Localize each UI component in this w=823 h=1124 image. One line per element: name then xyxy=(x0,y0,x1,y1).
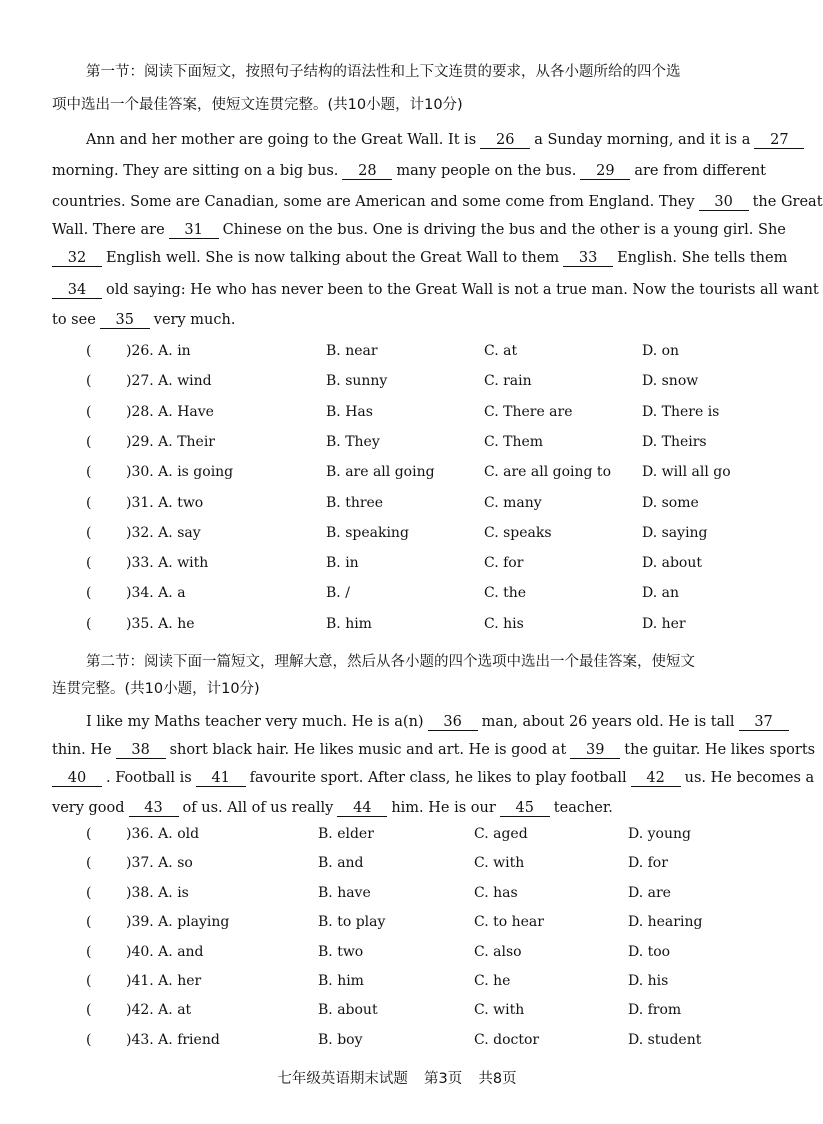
option-b: B. / xyxy=(326,585,350,602)
option-c: C. his xyxy=(484,615,524,632)
option-a: )38. A. is xyxy=(126,884,189,901)
option-b: B. have xyxy=(318,884,371,901)
answer-paren: ( xyxy=(86,615,92,632)
blank-32: 32 xyxy=(52,251,102,267)
answer-paren: ( xyxy=(86,524,92,541)
blank-36: 36 xyxy=(428,715,478,731)
option-a: )40. A. and xyxy=(126,943,204,960)
option-d: D. his xyxy=(628,973,669,989)
blank-37: 37 xyxy=(739,715,789,731)
option-b: B. Has xyxy=(326,403,373,420)
option-d: D. from xyxy=(628,1002,682,1019)
option-d: D. saying xyxy=(642,524,708,541)
option-b: B. They xyxy=(326,433,380,450)
blank-27: 27 xyxy=(754,133,804,149)
page-footer xyxy=(0,1067,794,1088)
option-b: B. two xyxy=(318,943,364,960)
footer-page: 第3页 xyxy=(424,1071,463,1087)
option-d: D. young xyxy=(628,826,691,842)
question-row xyxy=(86,1032,766,1052)
option-a: )42. A. at xyxy=(126,1002,192,1019)
question-row xyxy=(86,434,766,454)
option-b: B. him xyxy=(318,973,364,989)
passage1-line: morning. They are sitting on a big bus. 28 many people on the bus. 29 are from different xyxy=(52,163,766,179)
passage2-line: I like my Maths teacher very much. He is a(n) 36 man, about 26 years old. He is tall 37 xyxy=(86,714,793,731)
option-a: )31. A. two xyxy=(126,494,204,511)
answer-paren: ( xyxy=(86,403,92,420)
question-row xyxy=(86,914,766,934)
question-row xyxy=(86,1002,766,1022)
option-c: C. for xyxy=(484,555,524,572)
option-a: )39. A. playing xyxy=(126,914,230,931)
option-b: B. near xyxy=(326,343,378,359)
blank-39: 39 xyxy=(570,743,620,759)
option-a: )26. A. in xyxy=(126,343,191,359)
option-b: B. boy xyxy=(318,1031,363,1048)
option-a: )28. A. Have xyxy=(126,403,214,420)
question-row xyxy=(86,464,766,484)
option-b: B. to play xyxy=(318,914,386,931)
passage1-line: to see 35 very much. xyxy=(52,312,236,328)
passage1-line: Ann and her mother are going to the Great Wall. It is 26 a Sunday morning, and it is a 27 xyxy=(86,132,808,149)
answer-paren: ( xyxy=(86,826,92,842)
option-a: )37. A. so xyxy=(126,855,193,872)
option-a: )41. A. her xyxy=(126,973,202,989)
option-a: )43. A. friend xyxy=(126,1031,220,1048)
option-d: D. too xyxy=(628,943,671,960)
option-c: C. to hear xyxy=(474,914,544,931)
passage1-line: countries. Some are Canadian, some are American and some come from England. They 30 the Great xyxy=(52,194,823,210)
option-c: C. are all going to xyxy=(484,464,611,481)
blank-44: 44 xyxy=(337,801,387,817)
section2-header-line2: 连贯完整。(共10小题，计10分) xyxy=(52,681,260,697)
option-b: B. speaking xyxy=(326,524,409,541)
question-row xyxy=(86,495,766,515)
option-b: B. three xyxy=(326,494,384,511)
option-d: D. some xyxy=(642,494,699,511)
answer-paren: ( xyxy=(86,585,92,602)
option-c: C. with xyxy=(474,855,525,872)
blank-33: 33 xyxy=(563,251,613,267)
option-d: D. will all go xyxy=(642,464,731,481)
question-row xyxy=(86,525,766,545)
blank-41: 41 xyxy=(196,771,246,787)
option-d: D. snow xyxy=(642,373,699,390)
option-a: )33. A. with xyxy=(126,555,209,572)
footer-total: 共8页 xyxy=(478,1071,517,1087)
option-c: C. has xyxy=(474,884,518,901)
option-d: D. about xyxy=(642,555,703,572)
answer-paren: ( xyxy=(86,855,92,872)
blank-43: 43 xyxy=(129,801,179,817)
option-d: D. Theirs xyxy=(642,433,707,450)
question-row xyxy=(86,944,766,964)
passage2-line: thin. He 38 short black hair. He likes music and art. He is good at 39 the guitar. He likes sports xyxy=(52,742,816,758)
passage2-line: 40 . Football is 41 favourite sport. After class, he likes to play football 42 us. He becomes a xyxy=(52,770,814,787)
option-b: B. elder xyxy=(318,826,374,842)
blank-31: 31 xyxy=(169,223,219,239)
option-c: C. he xyxy=(474,973,511,989)
answer-paren: ( xyxy=(86,914,92,931)
blank-26: 26 xyxy=(480,133,530,149)
answer-paren: ( xyxy=(86,494,92,511)
option-c: C. Them xyxy=(484,433,544,450)
option-a: )27. A. wind xyxy=(126,373,212,390)
option-b: B. him xyxy=(326,615,372,632)
option-a: )35. A. he xyxy=(126,615,195,632)
option-d: D. hearing xyxy=(628,914,703,931)
option-c: C. aged xyxy=(474,826,528,842)
blank-38: 38 xyxy=(116,743,166,759)
option-b: B. and xyxy=(318,855,364,872)
option-d: D. There is xyxy=(642,403,720,420)
option-c: C. at xyxy=(484,343,518,359)
option-a: )32. A. say xyxy=(126,524,201,541)
question-row xyxy=(86,585,766,605)
option-c: C. many xyxy=(484,494,542,511)
answer-paren: ( xyxy=(86,1031,92,1048)
option-b: B. in xyxy=(326,555,359,572)
option-b: B. are all going xyxy=(326,464,435,481)
option-a: )30. A. is going xyxy=(126,464,234,481)
answer-paren: ( xyxy=(86,343,92,359)
option-c: C. speaks xyxy=(484,524,552,541)
blank-30: 30 xyxy=(699,195,749,211)
option-a: )36. A. old xyxy=(126,826,200,842)
option-c: C. also xyxy=(474,943,522,960)
answer-paren: ( xyxy=(86,973,92,989)
option-b: B. about xyxy=(318,1002,378,1019)
answer-paren: ( xyxy=(86,943,92,960)
footer-title: 七年级英语期末试题 xyxy=(277,1071,408,1087)
option-a: )29. A. Their xyxy=(126,433,215,450)
passage2-line: very good 43 of us. All of us really 44 him. He is our 45 teacher. xyxy=(52,800,613,816)
blank-40: 40 xyxy=(52,771,102,787)
question-row xyxy=(86,826,766,846)
section2-header-line1: 第二节：阅读下面一篇短文，理解大意，然后从各小题的四个选项中选出一个最佳答案，使短文 xyxy=(86,654,695,670)
blank-42: 42 xyxy=(631,771,681,787)
option-c: C. There are xyxy=(484,403,573,420)
question-row xyxy=(86,404,766,424)
question-row xyxy=(86,885,766,905)
option-a: )34. A. a xyxy=(126,585,186,602)
question-row xyxy=(86,373,766,393)
option-c: C. the xyxy=(484,585,527,602)
answer-paren: ( xyxy=(86,464,92,481)
question-row xyxy=(86,855,766,875)
passage1-line: 32 English well. She is now talking about the Great Wall to them 33 English. She tells them xyxy=(52,250,787,267)
blank-28: 28 xyxy=(342,164,392,180)
option-c: C. doctor xyxy=(474,1031,540,1048)
question-row xyxy=(86,555,766,575)
answer-paren: ( xyxy=(86,1002,92,1019)
answer-paren: ( xyxy=(86,373,92,390)
option-b: B. sunny xyxy=(326,373,388,390)
blank-45: 45 xyxy=(500,801,550,817)
section1-header-line2: 项中选出一个最佳答案，使短文连贯完整。(共10小题，计10分) xyxy=(52,97,463,113)
section1-header-line1: 第一节：阅读下面短文，按照句子结构的语法性和上下文连贯的要求，从各小题所给的四个选 xyxy=(86,64,681,80)
option-d: D. her xyxy=(642,615,686,632)
question-row xyxy=(86,973,766,993)
blank-34: 34 xyxy=(52,283,102,299)
blank-29: 29 xyxy=(580,164,630,180)
question-row xyxy=(86,343,766,363)
option-d: D. on xyxy=(642,343,680,359)
passage1-line: 34 old saying: He who has never been to the Great Wall is not a true man. Now the tourists all want xyxy=(52,282,819,299)
option-d: D. for xyxy=(628,855,668,872)
passage1-line: Wall. There are 31 Chinese on the bus. One is driving the bus and the other is a young girl. She xyxy=(52,222,786,238)
option-c: C. with xyxy=(474,1002,525,1019)
question-row xyxy=(86,616,766,636)
option-d: D. student xyxy=(628,1031,702,1048)
option-d: D. an xyxy=(642,585,679,602)
option-d: D. are xyxy=(628,884,671,901)
answer-paren: ( xyxy=(86,555,92,572)
blank-35: 35 xyxy=(100,313,150,329)
option-c: C. rain xyxy=(484,373,532,390)
answer-paren: ( xyxy=(86,433,92,450)
answer-paren: ( xyxy=(86,884,92,901)
